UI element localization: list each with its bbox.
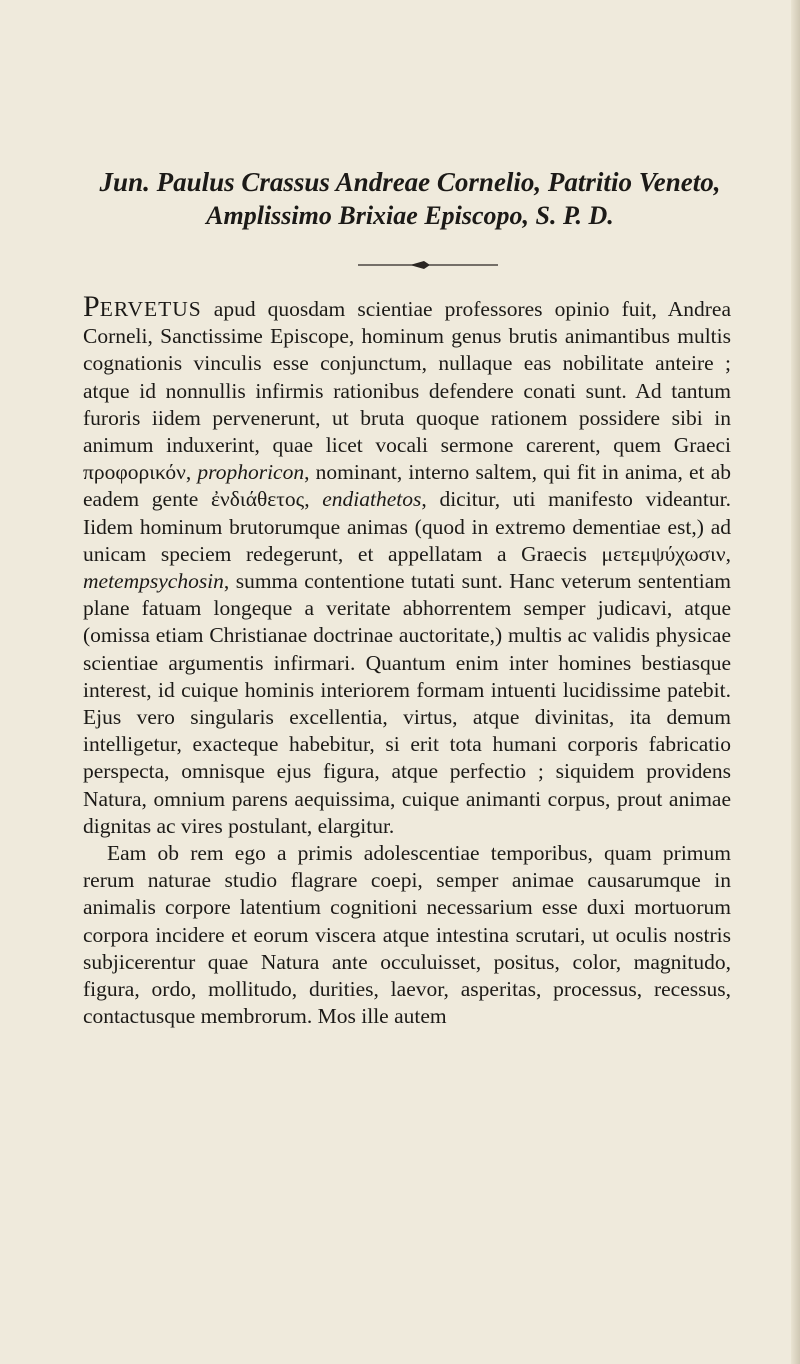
text-run: , (304, 487, 323, 512)
heading-line-1: Jun. Paulus Crassus Andreae Cornelio, Patritio Veneto, (99, 167, 721, 197)
text-run: apud quosdam scientiae professores opinio fuit, Andrea Corneli, Sanctissime Episcope, hominum genus brutis animantibus multis cognationis vinculis esse conjunctum, nullaque eas nobilitate anteire ; atque id nonnullis infirmis rationibus defendere conati sunt. Ad tantum furoris iidem pervenerunt, ut bruta quoque rationem possidere sibi in animum induxerint, quae licet vocali sermone carerent, quem Graeci (83, 297, 731, 458)
text-run: , dicitur, uti manifesto videantur. Iidem hominum brutorumque animas (quod in extremo dementiae est,) ad unicam speciem redegerunt, et appellatam a Graecis (83, 487, 731, 566)
ornamental-rule (358, 258, 498, 272)
dedication-heading (60, 165, 760, 233)
greek-term: μετεμψύχωσιν (601, 541, 726, 566)
heading-line-2: Amplissimo Brixiae Episcopo, S. P. D. (206, 201, 614, 230)
latin-term: metempsychosin (83, 569, 224, 594)
text-run: , summa contentione tutati sunt. Hanc veterum sententiam plane fatuam longeque a veritate abhorrentem semper judicavi, atque (omissa etiam Christianae doctrinae auctoritate,) multis ac validis physicae scientiae argumentis infirmari. Quantum enim inter homines bestiasque interest, id cuique hominis interiorem formam intuenti lucidissime patebit. Ejus vero singularis excellentia, virtus, atque divinitas, ita demum intelligetur, exacteque habebitur, si erit tota humani corporis fabricatio perspecta, omnisque ejus figura, atque perfectio ; siquidem providens Natura, omnium parens aequissima, cuique animanti corpus, prout animae dignitas ac vires postulant, elargitur. (83, 569, 731, 838)
paragraph-1 (83, 290, 731, 840)
page-edge-shadow (791, 0, 800, 1364)
paragraph-2: Eam ob rem ego a primis adolescentiae temporibus, quam primum rerum naturae studio flagrare coepi, semper animae causarumque in animalis corpore latentium cognitioni necessarium esse duxi mortuorum corpora incidere et eorum viscera atque intestina scrutari, ut oculis nostris subjicerentur quae Natura ante occuluisset, positus, color, magnitudo, figura, ordo, mollitudo, durities, laevor, asperitas, processus, recessus, contactusque membrorum. Mos ille autem (83, 841, 731, 1029)
text-run: , nominant, interno saltem, qui fit in anima, et ab eadem gente (83, 460, 731, 512)
text-run: , (185, 460, 198, 485)
greek-term: προφορικόν (83, 460, 186, 485)
body-text (83, 290, 731, 1030)
latin-term: endiathetos (322, 487, 422, 512)
opening-word: ERVETUS (99, 297, 202, 321)
greek-term: ἐνδιάθετος (211, 487, 305, 512)
drop-cap: P (83, 290, 100, 323)
latin-term: prophoricon (197, 460, 305, 485)
text-run: , (725, 541, 731, 566)
